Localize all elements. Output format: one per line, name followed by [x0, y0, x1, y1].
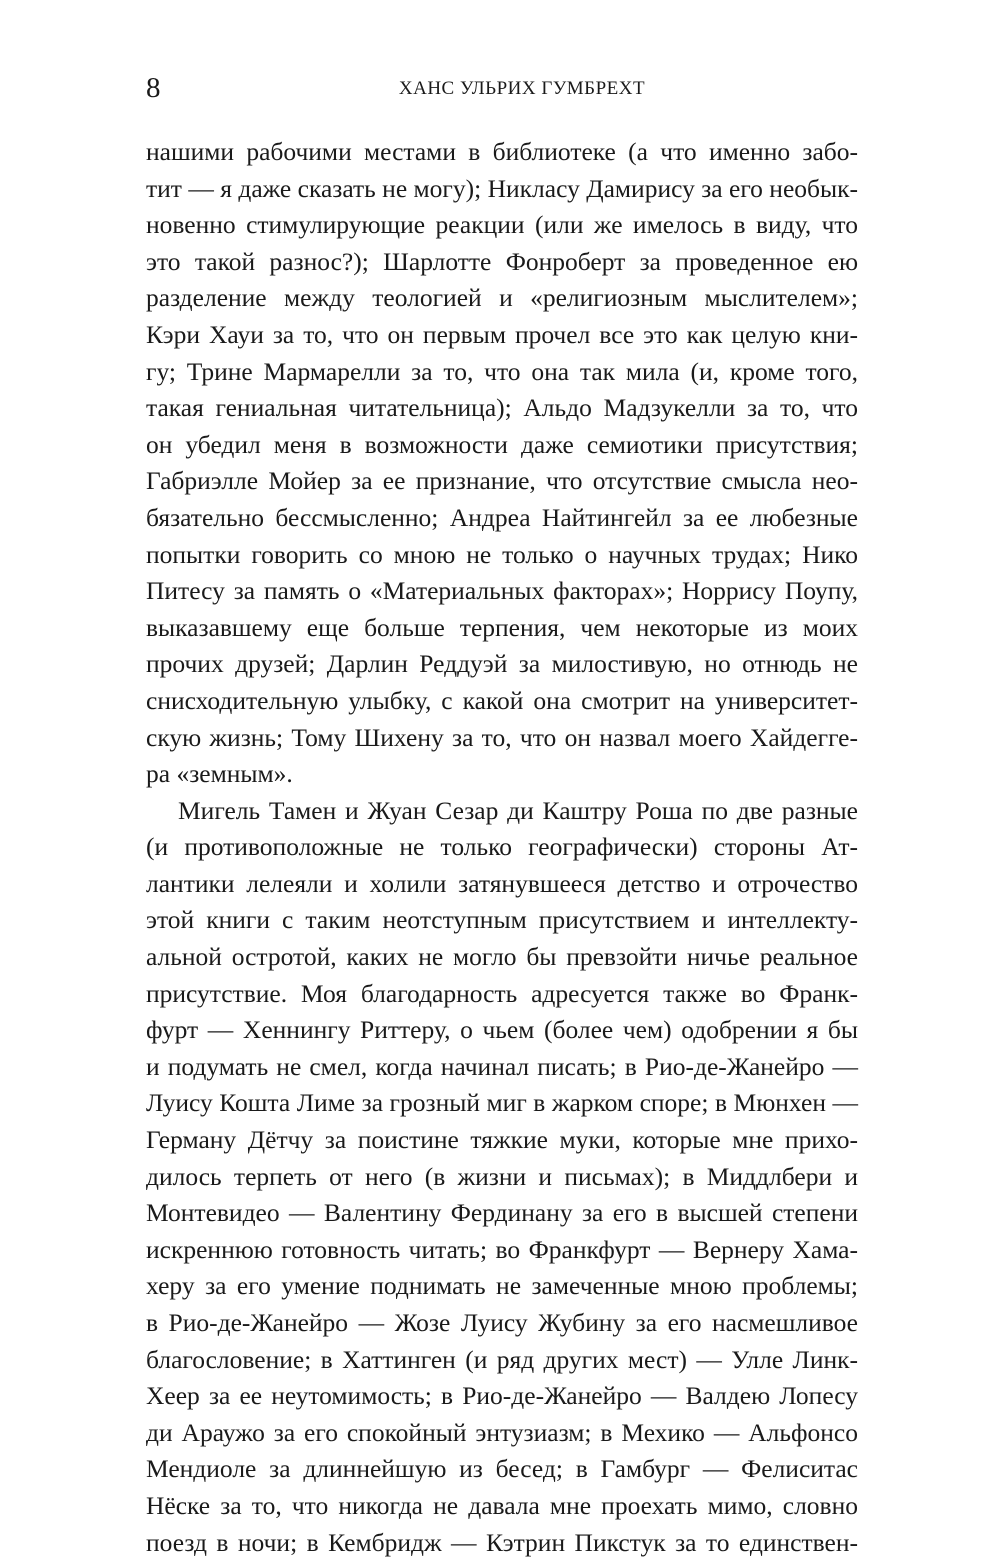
text-line: дилось терпеть от него (в жизни и письмах); в Миддлбери и [146, 1161, 858, 1191]
text-line: новенно стимулирующие реакции (или же имелось в виду, что [146, 210, 858, 240]
text-line: альной остротой, каких не могло бы превзойти ничье реальное [146, 942, 858, 972]
body-text [146, 134, 858, 1561]
text-line: присутствие. Моя благодарность адресуется также во Франк- [146, 978, 858, 1008]
text-line: ди Араужо за его спокойный энтузиазм; в Мехико — Альфонсо [146, 1417, 858, 1447]
text-line: это такой разнос?); Шарлотте Фонроберт за проведенное ею [146, 246, 858, 276]
text-line: скую жизнь; Тому Шихену за то, что он назвал моего Хайдегге- [146, 722, 858, 752]
text-line: Мендиоле за длиннейшую из бесед; в Гамбург — Фелиситас [146, 1454, 858, 1484]
text-line: бязательно бессмысленно; Андреа Найтингейл за ее любезные [146, 502, 858, 532]
text-line: нашими рабочими местами в библиотеке (а что именно забо- [146, 137, 858, 166]
text-line: такая гениальная читательница); Альдо Мадзукелли за то, что [146, 393, 858, 423]
text-line: Габриэлле Мойер за ее признание, что отсутствие смысла нео- [146, 466, 858, 496]
text-line: поезд в ночи; в Кембридж — Кэтрин Пикстук за то единствен- [146, 1527, 858, 1557]
text-line: фурт — Хеннингу Риттеру, о чьем (более чем) одобрении я бы [146, 1015, 858, 1045]
text-line: выказавшему еще больше терпения, чем некоторые из моих [146, 612, 858, 642]
text-line: Кэри Хауи за то, что он первым прочел все это как целую кни- [146, 319, 858, 349]
text-line: прочих друзей; Дарлин Реддуэй за милостивую, но отнюдь не [146, 649, 858, 679]
text-line: Герману Дётчу за поистине тяжкие муки, которые мне прихо- [146, 1125, 858, 1155]
text-line: попытки говорить со мною не только о научных трудах; Нико [146, 539, 858, 569]
text-line: гу; Трине Мармарелли за то, что она так мила (и, кроме того, [146, 356, 858, 386]
text-line: Луису Кошта Лиме за грозный миг в жарком споре; в Мюнхен — [146, 1088, 858, 1118]
text-line: лантики лелеяли и холили затянувшееся детство и отрочество [146, 868, 858, 898]
page-number: 8 [146, 72, 161, 104]
text-line: Нёске за то, что никогда не давала мне проехать мимо, словно [146, 1490, 858, 1520]
running-head [146, 70, 858, 110]
text-line: в Рио-де-Жанейро — Жозе Луису Жубину за его насмешливое [146, 1308, 858, 1337]
text-line: херу за его умение поднимать не замеченные мною проблемы; [146, 1271, 858, 1301]
text-line: Питесу за память о «Материальных факторах»; Норрису Поупу, [146, 576, 858, 606]
text-line: Хеер за ее неутомимость; в Рио-де-Жанейро — Валдею Лопесу [146, 1381, 858, 1411]
paragraph-end-line: ра «земным». [146, 759, 293, 789]
text-line: тит — я даже сказать не могу); Никласу Дамирису за его необык- [146, 173, 858, 203]
text-line: (и противоположные не только географически) стороны Ат- [146, 832, 858, 862]
text-line: и подумать не смел, когда начинал писать; в Рио-де-Жанейро — [146, 1051, 858, 1081]
text-line: Монтевидео — Валентину Фердинану за его в высшей степени [146, 1198, 858, 1228]
running-head-author: ХАНС УЛЬРИХ ГУМБРЕХТ [398, 78, 646, 99]
text-line: искреннюю готовность читать; во Франкфурт — Вернеру Хама- [146, 1234, 858, 1264]
text-line: он убедил меня в возможности даже семиотики присутствия; [146, 429, 858, 459]
text-line: снисходительную улыбку, с какой она смотрит на университет- [146, 685, 858, 715]
text-line: разделение между теологией и «религиозным мыслителем»; [146, 283, 858, 313]
text-line: этой книги с таким неотступным присутствием и интеллекту- [146, 905, 858, 935]
paragraph-start-line: Мигель Тамен и Жуан Сезар ди Каштру Роша по две разные [178, 795, 858, 825]
text-line: благословение; в Хаттинген (и ряд других мест) — Улле Линк- [146, 1344, 858, 1374]
